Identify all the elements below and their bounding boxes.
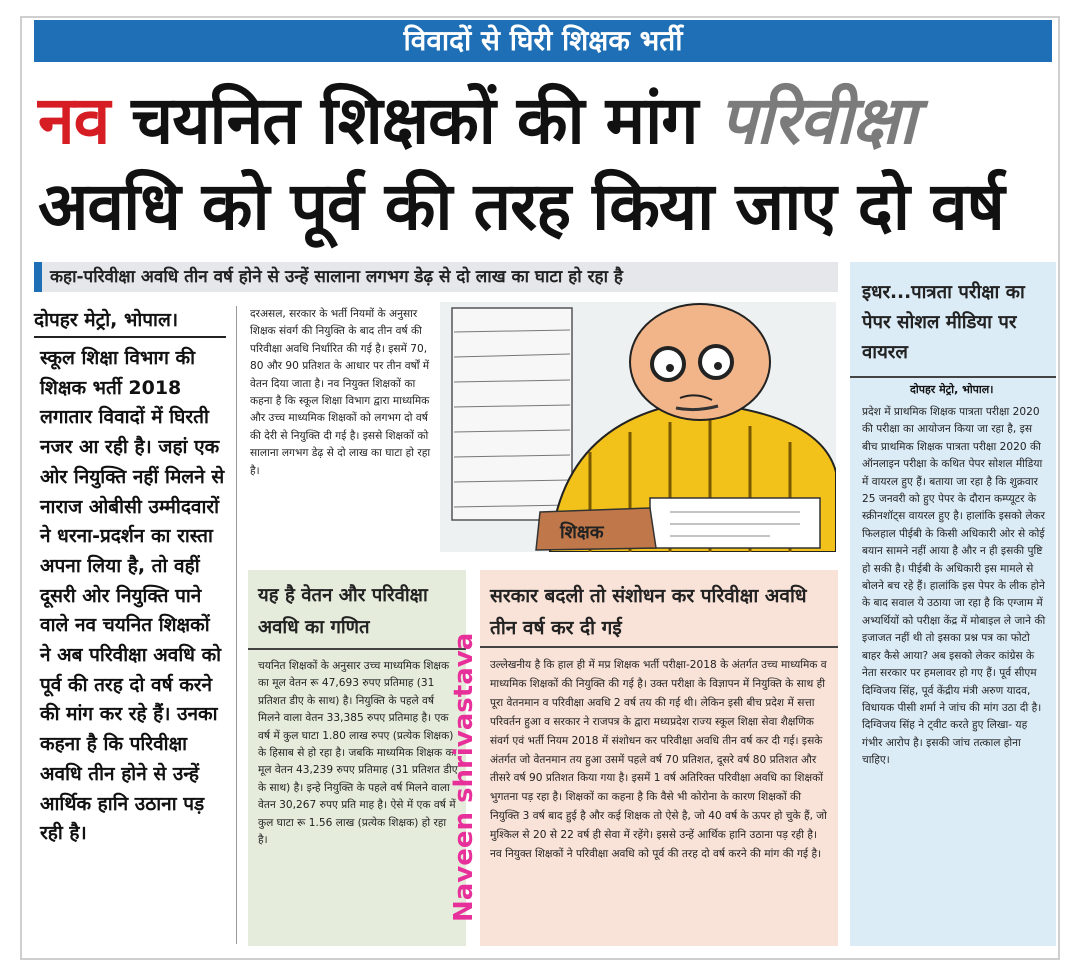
strap: कहा-परिवीक्षा अवधि तीन वर्ष होने से उन्हें सालाना लगभग डेढ़ से दो लाख का घाटा हो रहा है <box>34 262 838 292</box>
headline-grey: परिवीक्षा <box>719 82 916 159</box>
headline-part: चयनित शिक्षकों की मांग <box>109 82 720 159</box>
sidebar-body: प्रदेश में प्राथमिक शिक्षक पात्रता परीक्षा 2020 की परीक्षा का आयोजन किया जा रहा है, इस बीच प्राथमिक शिक्षक पात्रता परीक्षा 2020 की ऑनलाइन परीक्षा के कथित पेपर सोशल मीडिया में वायरल हुए हैं। बताया जा रहा है कि शुक्रवार 25 जनवरी को हुए पेपर के दौरान कम्प्यूटर के स्क्रीनशॉट्स वायरल हुए है। हालांकि इसको लेकर फिलहाल पीईबी के किसी अधिकारी ओर से कोई बयान सामने नहीं आया है और न ही इसकी पुष्टि हो सकी है। पीईबी के अधिकारी इस मामले से बोलने बच रहे हैं। हालांकि इस पेपर के लीक होने के बाद सवाल ये उठाया जा रहा है कि एग्जाम में अभ्यर्थियों को परीक्षा केंद्र में मोबाइल ले जाने की इजाजत नहीं थी तो इसका प्रश्न पत्र का फोटो बाहर कैसे आया? अब इसको लेकर कांग्रेस के नेता सरकार पर हमलावर हो गए हैं। पूर्व सीएम दिग्विजय सिंह, पूर्व केंद्रीय मंत्री अरुण यादव, विधायक पीसी शर्मा ने जांच की मांग उठा दी है। दिग्विजय सिंह ने ट्वीट करते हुए लिखा- यह गंभीर आरोप है। इसकी जांच तत्काल होना चाहिए। <box>862 406 1046 767</box>
sidebox-salary-title: यह है वेतन और परिवीक्षा अवधि का गणित <box>258 585 428 638</box>
column-divider <box>236 306 237 944</box>
title-underline <box>480 646 838 648</box>
sidebar-byline: दोपहर मेट्रो, भोपाल। <box>910 383 994 396</box>
title-underline <box>850 376 1056 378</box>
headline <box>38 78 1050 250</box>
body-column: दरअसल, सरकार के भर्ती नियमों के अनुसार शिक्षक संवर्ग की नियुक्ति के बाद तीन वर्ष की परिवीक्षा अवधि निर्धारित की गई है। इसमें 70, 80 और 90 प्रतिशत के आधार पर तीन वर्षों में वेतन दिया जाता है। नव नियुक्त शिक्षकों का कहना है कि स्कूल शिक्षा विभाग द्वारा माध्यमिक और उच्च माध्यमिक शिक्षकों को लगभग दो वर्ष की देरी से नियुक्ति दी गई है। इससे शिक्षकों को सालाना लगभग डेढ़ से दो लाख का घाटा हो रहा है। <box>250 308 431 477</box>
illustration <box>440 302 836 552</box>
lead-paragraph: स्कूल शिक्षा विभाग की शिक्षक भर्ती 2018 लगातार विवादों में घिरती नजर आ रही है। जहां एक ओर नियुक्ति नहीं मिलने से नाराज ओबीसी उम्मीदवारों ने धरना-प्रदर्शन का रास्ता अपना लिया है, तो वहीं दूसरी ओर नियुक्ति पाने वाले नव चयनित शिक्षकों ने अब परिवीक्षा अवधि को पूर्व की तरह दो वर्ष करने की मांग कर रहे हैं। उनका कहना है कि परिवीक्षा अवधि तीन होने से उन्हें आर्थिक हानि उठाना पड़ रही है। <box>40 347 225 845</box>
sidebox-salary-body: चयनित शिक्षकों के अनुसार उच्च माध्यमिक शिक्षक का मूल वेतन रू 47,693 रुपए प्रतिमाह (31 प्रतिशत डीए के साथ) है। नियुक्ति के पहले वर्ष मिलने वाला वेतन 33,385 रुपए प्रतिमाह है। एक वर्ष में कुल घाटा 1.80 लाख रुपए (प्रत्येक शिक्षक) के हिसाब से हो रहा है। जबकि माध्यमिक शिक्षक का मूल वेतन 43,239 रुपए प्रतिमाह (31 प्रतिशत डीए के साथ) है। इन्हे नियुक्ति के पहले वर्ष मिलने वाला वेतन 30,267 रुपए प्रति माह है। ऐसे में एक वर्ष में कुल घाटा रू 1.56 लाख (प्रत्येक शिक्षक) हो रहा है। <box>258 660 458 847</box>
watermark <box>448 572 480 932</box>
headline-highlight: नव <box>38 82 110 159</box>
byline: दोपहर मेट्रो, भोपाल। <box>34 306 226 338</box>
sidebox-salary <box>248 570 466 946</box>
sidebox-amendment-title: सरकार बदली तो संशोधन कर परिवीक्षा अवधि तीन वर्ष कर दी गई <box>490 585 807 639</box>
teacher-cartoon <box>440 302 836 552</box>
title-underline <box>248 648 466 650</box>
sidebar-story <box>850 262 1056 946</box>
kicker-banner: विवादों से घिरी शिक्षक भर्ती <box>34 20 1052 62</box>
headline-line2: अवधि को पूर्व की तरह किया जाए दो वर्ष <box>38 168 1004 245</box>
sidebox-amendment-body: उल्लेखनीय है कि हाल ही में मप्र शिक्षक भर्ती परीक्षा-2018 के अंतर्गत उच्च माध्यमिक व माध्यमिक शिक्षकों की नियुक्ति की गई है। उक्त परीक्षा के विज्ञापन में नियुक्ति के साथ ही पूरा वेतनमान व परिवीक्षा अवधि 2 वर्ष तय की गई थी। लेकिन इसी बीच प्रदेश में सत्ता परिवर्तन हुआ व सरकार ने राजपत्र के द्वारा मध्यप्रदेश राज्य स्कूल शिक्षा सेवा शैक्षणिक संवर्ग एवं भर्ती नियम 2018 में संशोधन कर परिवीक्षा अवधि तीन वर्ष कर दी गई। इसके अंतर्गत जो वेतनमान तय हुआ उसमें पहले वर्ष 70 प्रतिशत, दूसरे वर्ष 80 प्रतिशत और तीसरे वर्ष 90 प्रतिशत किया गया है। इसमें 1 वर्ष अतिरिक्त परिवीक्षा अवधि का शिक्षकों भुगतना पड़ रहा है। शिक्षकों का कहना है कि वैसे भी कोरोना के कारण शिक्षकों की नियुक्ति 3 वर्ष बाद हुई है और कई शिक्षक तो ऐसे है, जो 40 वर्ष के ऊपर हो चुके हैं, जो मुश्किल से 20 से 22 वर्ष ही सेवा में रहेंगे। इससे उन्हें आर्थिक हानि उठाना पड़ रही है। नव नियुक्त शिक्षकों ने परिवीक्षा अवधि को पूर्व की तरह दो वर्ष करने की मांग की गई है। <box>490 659 827 861</box>
desk-sign-text: शिक्षक <box>560 522 604 543</box>
sidebox-amendment <box>480 570 838 946</box>
sidebar-title: इधर...पात्रता परीक्षा का पेपर सोशल मीडिया पर वायरल <box>862 282 1025 363</box>
watermark-text: Naveen shrivastava <box>449 632 479 922</box>
